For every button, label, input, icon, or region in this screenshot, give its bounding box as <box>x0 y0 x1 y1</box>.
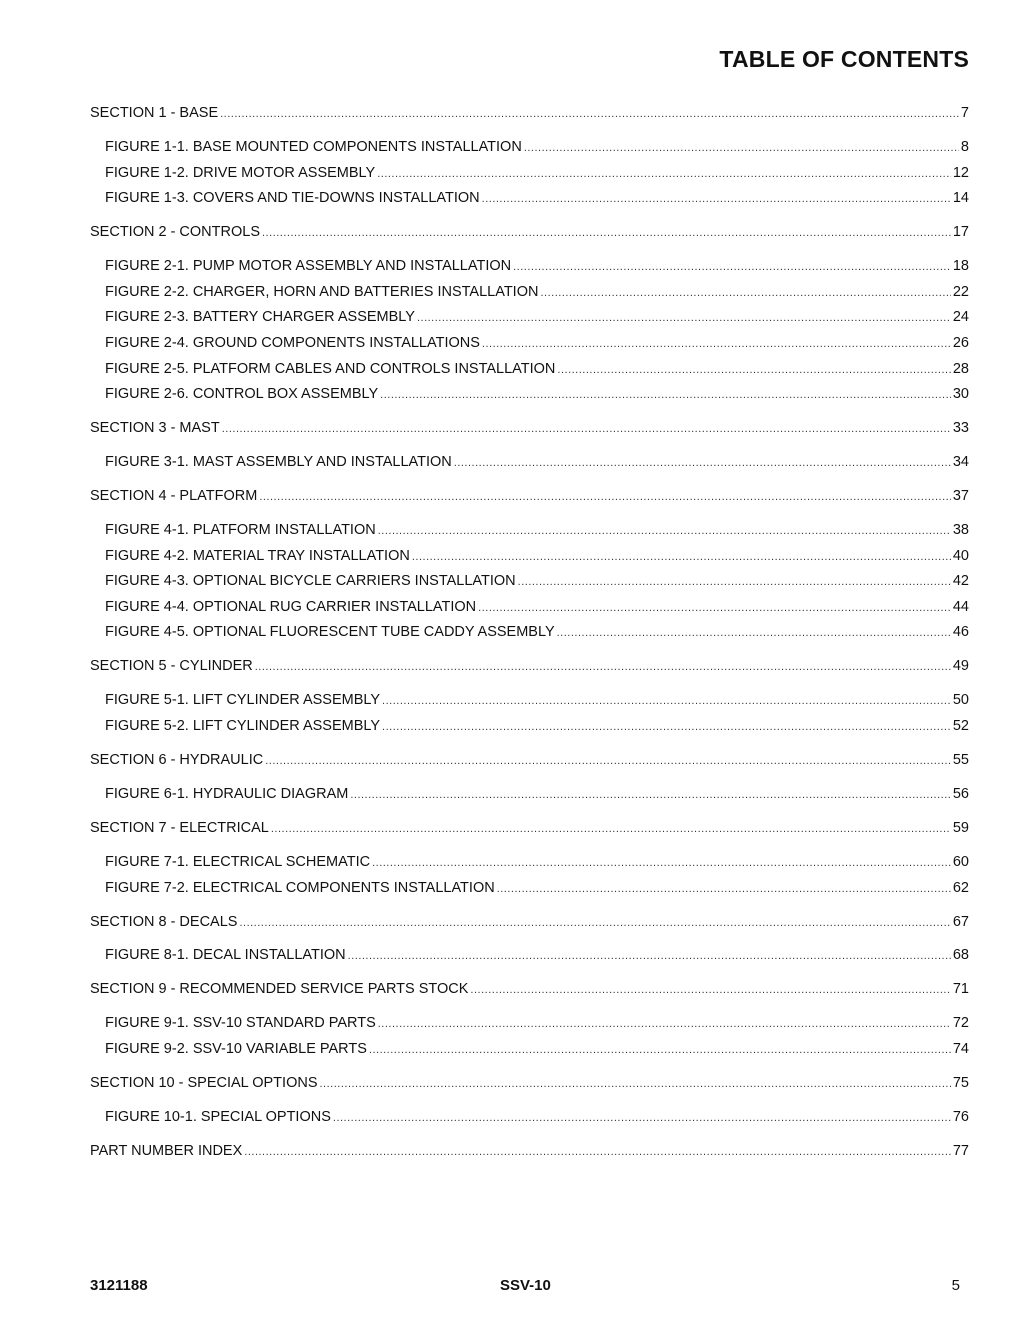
toc-figure-entry[interactable] <box>90 139 969 165</box>
toc-entry-label: FIGURE 6-1. HYDRAULIC DIAGRAM <box>105 785 349 802</box>
toc-entry-page-number: 50 <box>952 692 969 709</box>
toc-entry-page-number: 12 <box>952 164 969 181</box>
toc-dot-leader <box>540 287 950 299</box>
toc-dot-leader <box>382 695 951 707</box>
toc-dot-leader <box>259 491 951 503</box>
toc-dot-leader <box>497 883 951 895</box>
toc-entry-label: SECTION 8 - DECALS <box>90 913 238 930</box>
toc-section-entry[interactable] <box>90 1143 969 1169</box>
toc-entry-page-number: 14 <box>952 190 969 207</box>
toc-entry-label: SECTION 2 - CONTROLS <box>90 224 260 241</box>
toc-entry-label: FIGURE 10-1. SPECIAL OPTIONS <box>105 1109 331 1126</box>
toc-section-entry[interactable] <box>90 420 969 446</box>
toc-dot-leader <box>377 168 951 180</box>
toc-figure-entry[interactable] <box>90 309 969 335</box>
toc-figure-entry[interactable] <box>90 718 969 744</box>
toc-entry-page-number: 52 <box>952 717 969 734</box>
toc-entry-label: FIGURE 8-1. DECAL INSTALLATION <box>105 947 346 964</box>
toc-dot-leader <box>350 789 951 801</box>
toc-figure-entry[interactable] <box>90 335 969 361</box>
toc-entry-page-number: 68 <box>952 947 969 964</box>
toc-entry-label: FIGURE 7-1. ELECTRICAL SCHEMATIC <box>105 853 371 870</box>
toc-entry-label: FIGURE 2-2. CHARGER, HORN AND BATTERIES INSTALLATION <box>105 283 539 300</box>
toc-figure-entry[interactable] <box>90 386 969 412</box>
toc-entry-label: FIGURE 2-5. PLATFORM CABLES AND CONTROLS INSTALLATION <box>105 360 556 377</box>
toc-dot-leader <box>222 423 951 435</box>
toc-figure-entry[interactable] <box>90 361 969 387</box>
toc-section-entry[interactable] <box>90 820 969 846</box>
toc-figure-entry[interactable] <box>90 165 969 191</box>
toc-entry-page-number: 72 <box>952 1015 969 1032</box>
toc-entry-label: FIGURE 9-2. SSV-10 VARIABLE PARTS <box>105 1041 367 1058</box>
toc-entry-page-number: 60 <box>952 853 969 870</box>
toc-dot-leader <box>524 142 959 154</box>
toc-section-entry[interactable] <box>90 488 969 514</box>
toc-dot-leader <box>239 917 950 929</box>
toc-dot-leader <box>220 108 959 120</box>
toc-entry-label: SECTION 9 - RECOMMENDED SERVICE PARTS STOCK <box>90 981 469 998</box>
toc-dot-leader <box>513 261 951 273</box>
toc-figure-entry[interactable] <box>90 880 969 906</box>
toc-entry-page-number: 8 <box>960 138 969 155</box>
toc-entry-label: PART NUMBER INDEX <box>90 1143 243 1159</box>
toc-entry-label: SECTION 3 - MAST <box>90 420 220 437</box>
toc-dot-leader <box>482 193 951 205</box>
toc-figure-entry[interactable] <box>90 573 969 599</box>
toc-section-entry[interactable] <box>90 981 969 1007</box>
toc-entry-label: FIGURE 1-2. DRIVE MOTOR ASSEMBLY <box>105 164 376 181</box>
toc-entry-page-number: 67 <box>952 913 969 930</box>
toc-dot-leader <box>557 627 951 639</box>
toc-figure-entry[interactable] <box>90 692 969 718</box>
toc-dot-leader <box>348 950 951 962</box>
toc-dot-leader <box>255 661 951 673</box>
toc-entry-page-number: 59 <box>952 819 969 836</box>
table-of-contents <box>90 105 969 1169</box>
toc-figure-entry[interactable] <box>90 1015 969 1041</box>
toc-section-entry[interactable] <box>90 1075 969 1101</box>
toc-dot-leader <box>470 984 950 996</box>
toc-entry-label: SECTION 5 - CYLINDER <box>90 658 253 675</box>
toc-entry-label: FIGURE 2-1. PUMP MOTOR ASSEMBLY AND INSTALLATION <box>105 258 512 275</box>
toc-entry-page-number: 62 <box>952 879 969 896</box>
toc-dot-leader <box>320 1078 951 1090</box>
toc-entry-page-number: 28 <box>952 360 969 377</box>
toc-entry-label: FIGURE 2-6. CONTROL BOX ASSEMBLY <box>105 386 379 403</box>
toc-entry-page-number: 22 <box>952 283 969 300</box>
toc-entry-label: FIGURE 4-5. OPTIONAL FLUORESCENT TUBE CADDY ASSEMBLY <box>105 624 555 641</box>
toc-dot-leader <box>380 389 951 401</box>
toc-entry-label: FIGURE 5-2. LIFT CYLINDER ASSEMBLY <box>105 717 381 734</box>
toc-figure-entry[interactable] <box>90 522 969 548</box>
toc-figure-entry[interactable] <box>90 454 969 480</box>
toc-section-entry[interactable] <box>90 752 969 778</box>
toc-entry-label: SECTION 10 - SPECIAL OPTIONS <box>90 1075 318 1092</box>
toc-entry-label: FIGURE 7-2. ELECTRICAL COMPONENTS INSTALLATION <box>105 879 495 896</box>
footer-page-number: 5 <box>951 1277 960 1294</box>
toc-dot-leader <box>454 457 951 469</box>
toc-entry-label: SECTION 4 - PLATFORM <box>90 488 258 505</box>
toc-figure-entry[interactable] <box>90 1109 969 1135</box>
toc-entry-page-number: 46 <box>952 624 969 641</box>
toc-section-entry[interactable] <box>90 914 969 940</box>
toc-dot-leader <box>271 823 951 835</box>
toc-entry-page-number: 44 <box>952 598 969 615</box>
toc-section-entry[interactable] <box>90 224 969 250</box>
toc-dot-leader <box>518 576 951 588</box>
toc-figure-entry[interactable] <box>90 786 969 812</box>
toc-dot-leader <box>417 312 951 324</box>
toc-figure-entry[interactable] <box>90 854 969 880</box>
toc-figure-entry[interactable] <box>90 258 969 284</box>
toc-dot-leader <box>369 1044 951 1056</box>
toc-entry-label: FIGURE 9-1. SSV-10 STANDARD PARTS <box>105 1015 376 1032</box>
toc-figure-entry[interactable] <box>90 190 969 216</box>
page-title: TABLE OF CONTENTS <box>719 46 969 72</box>
toc-dot-leader <box>412 551 951 563</box>
toc-entry-page-number: 24 <box>952 309 969 326</box>
toc-dot-leader <box>372 857 951 869</box>
toc-entry-label: FIGURE 2-3. BATTERY CHARGER ASSEMBLY <box>105 309 415 326</box>
toc-entry-page-number: 17 <box>952 224 969 241</box>
toc-dot-leader <box>333 1112 951 1124</box>
toc-entry-page-number: 30 <box>952 386 969 403</box>
toc-entry-page-number: 71 <box>952 981 969 998</box>
toc-figure-entry[interactable] <box>90 548 969 574</box>
toc-figure-entry[interactable] <box>90 599 969 625</box>
toc-entry-page-number: 38 <box>952 522 969 539</box>
toc-entry-label: FIGURE 4-1. PLATFORM INSTALLATION <box>105 522 376 539</box>
toc-entry-page-number: 49 <box>952 658 969 675</box>
page-footer <box>90 1277 960 1297</box>
toc-entry-label: SECTION 6 - HYDRAULIC <box>90 751 264 768</box>
toc-dot-leader <box>382 721 951 733</box>
toc-dot-leader <box>262 227 951 239</box>
toc-dot-leader <box>557 364 950 376</box>
toc-entry-label: SECTION 7 - ELECTRICAL <box>90 819 269 836</box>
toc-entry-label: FIGURE 4-2. MATERIAL TRAY INSTALLATION <box>105 547 410 564</box>
footer-model: SSV-10 <box>500 1277 551 1294</box>
toc-entry-page-number: 26 <box>952 334 969 351</box>
toc-dot-leader <box>378 1018 951 1030</box>
toc-entry-label: FIGURE 1-3. COVERS AND TIE-DOWNS INSTALLATION <box>105 190 480 207</box>
toc-figure-entry[interactable] <box>90 284 969 310</box>
toc-figure-entry[interactable] <box>90 947 969 973</box>
toc-entry-label: FIGURE 4-4. OPTIONAL RUG CARRIER INSTALLATION <box>105 598 477 615</box>
toc-entry-label: FIGURE 4-3. OPTIONAL BICYCLE CARRIERS INSTALLATION <box>105 573 516 590</box>
toc-entry-label: FIGURE 3-1. MAST ASSEMBLY AND INSTALLATION <box>105 454 452 471</box>
toc-entry-page-number: 42 <box>952 573 969 590</box>
toc-entry-page-number: 7 <box>960 105 969 121</box>
footer-document-number: 3121188 <box>90 1277 148 1294</box>
toc-dot-leader <box>482 338 951 350</box>
toc-section-entry[interactable] <box>90 105 969 131</box>
toc-dot-leader <box>265 755 951 767</box>
toc-entry-label: FIGURE 2-4. GROUND COMPONENTS INSTALLATIONS <box>105 334 480 351</box>
toc-figure-entry[interactable] <box>90 1041 969 1067</box>
toc-entry-page-number: 76 <box>952 1109 969 1126</box>
toc-entry-page-number: 18 <box>952 258 969 275</box>
toc-dot-leader <box>244 1146 951 1158</box>
toc-entry-page-number: 34 <box>952 454 969 471</box>
toc-entry-page-number: 55 <box>952 751 969 768</box>
toc-entry-page-number: 37 <box>952 488 969 505</box>
toc-entry-page-number: 40 <box>952 547 969 564</box>
toc-figure-entry[interactable] <box>90 624 969 650</box>
toc-section-entry[interactable] <box>90 658 969 684</box>
toc-dot-leader <box>378 525 951 537</box>
toc-entry-label: FIGURE 1-1. BASE MOUNTED COMPONENTS INSTALLATION <box>105 138 522 155</box>
toc-entry-page-number: 77 <box>952 1143 969 1159</box>
toc-entry-label: SECTION 1 - BASE <box>90 105 219 121</box>
toc-dot-leader <box>478 602 951 614</box>
toc-entry-page-number: 74 <box>952 1041 969 1058</box>
toc-entry-label: FIGURE 5-1. LIFT CYLINDER ASSEMBLY <box>105 692 381 709</box>
toc-entry-page-number: 75 <box>952 1075 969 1092</box>
toc-entry-page-number: 33 <box>952 420 969 437</box>
toc-entry-page-number: 56 <box>952 785 969 802</box>
